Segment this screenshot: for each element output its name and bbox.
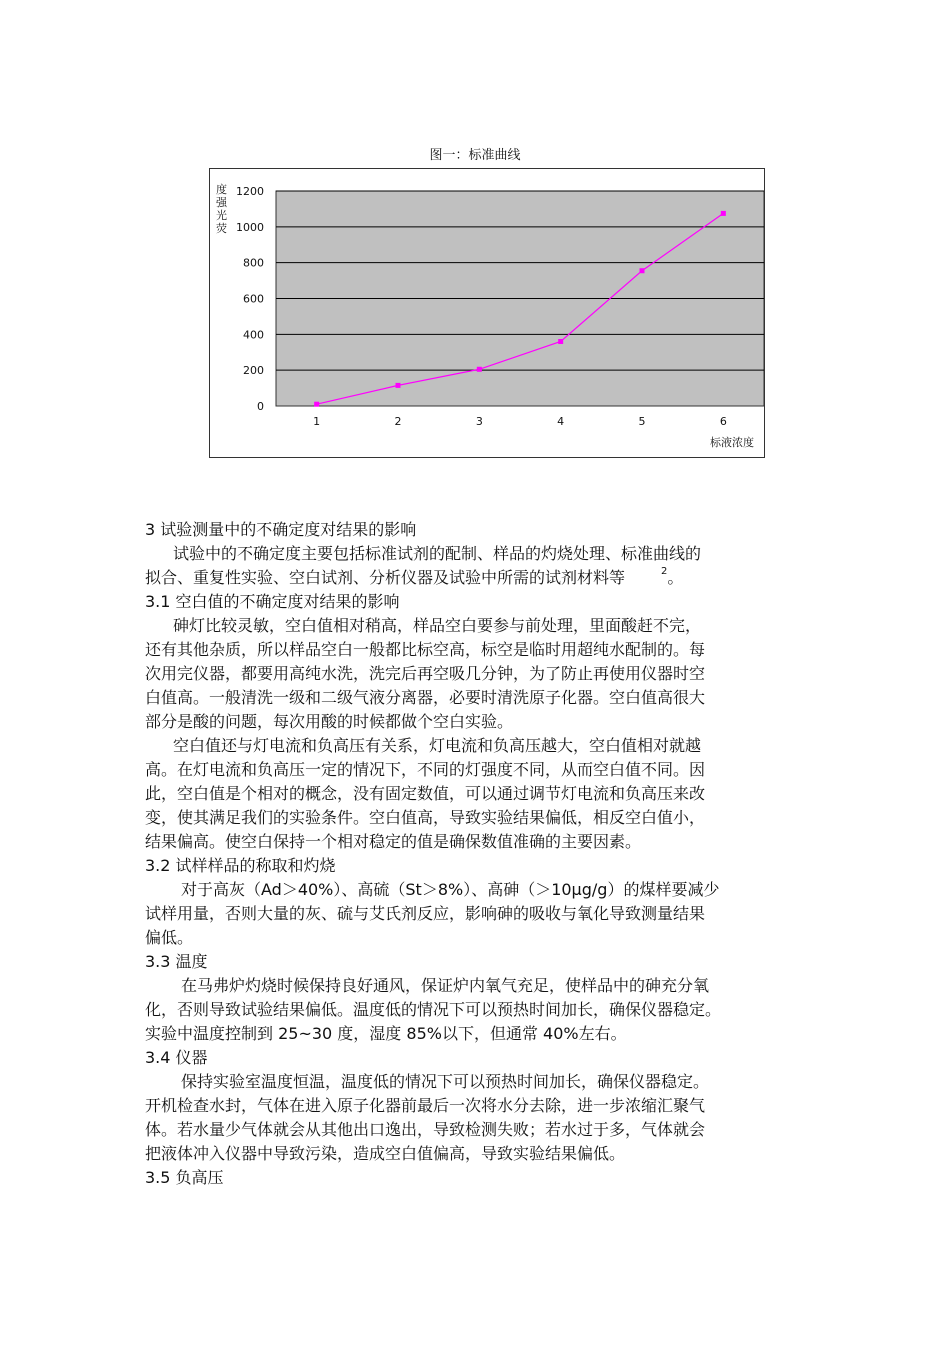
x-tick-label: 6 bbox=[719, 415, 727, 428]
y-tick-label: 1000 bbox=[236, 220, 264, 234]
y-axis-label-char: 光 bbox=[216, 209, 227, 222]
x-axis-label: 标液浓度 bbox=[710, 436, 754, 449]
reference-superscript: 2 bbox=[661, 566, 668, 577]
x-tick-label: 2 bbox=[394, 415, 402, 428]
paragraph-line bbox=[145, 566, 815, 590]
y-tick-label: 600 bbox=[243, 292, 264, 306]
section-heading: 3.5 负高压 bbox=[145, 1168, 224, 1187]
paragraph-line: 把液体冲入仪器中导致污染，造成空白值偏高，导致实验结果偏低。 bbox=[145, 1144, 626, 1163]
paragraph-line: 试验中的不确定度主要包括标准试剂的配制、样品的灼烧处理、标准曲线的 bbox=[173, 544, 702, 563]
standard-curve-chart bbox=[209, 168, 765, 458]
paragraph-line: 在马弗炉灼烧时候保持良好通风，保证炉内氧气充足，使样品中的砷充分氧 bbox=[181, 976, 710, 995]
body-text bbox=[145, 518, 815, 1190]
y-tick-label: 800 bbox=[243, 256, 264, 270]
paragraph-line: 保持实验室温度恒温，温度低的情况下可以预热时间加长，确保仪器稳定。 bbox=[181, 1072, 710, 1091]
paragraph-line: 部分是酸的问题，每次用酸的时候都做个空白实验。 bbox=[145, 712, 514, 731]
section-heading: 3.2 试样样品的称取和灼烧 bbox=[145, 856, 336, 875]
paragraph-line: 高。在灯电流和负高压一定的情况下，不同的灯强度不同，从而空白值不同。因 bbox=[145, 760, 706, 779]
x-tick-label: 3 bbox=[475, 415, 483, 428]
paragraph-line: 砷灯比较灵敏，空白值相对稍高，样品空白要参与前处理，里面酸赶不完， bbox=[173, 616, 702, 635]
paragraph-line: 化，否则导致试验结果偏低。温度低的情况下可以预热时间加长，确保仪器稳定。 bbox=[145, 1000, 722, 1019]
y-tick-label: 0 bbox=[257, 400, 264, 413]
section-heading: 3.4 仪器 bbox=[145, 1048, 208, 1067]
paragraph-line: 白值高。一般清洗一级和二级气液分离器，必要时清洗原子化器。空白值高很大 bbox=[145, 688, 706, 707]
paragraph-line: 偏低。 bbox=[145, 928, 194, 947]
paragraph-line: 还有其他杂质，所以样品空白一般都比标空高，标空是临时用超纯水配制的。每 bbox=[145, 640, 706, 659]
paragraph-line: 实验中温度控制到 25~30 度，湿度 85%以下，但通常 40%左右。 bbox=[145, 1024, 627, 1043]
section-heading: 3.1 空白值的不确定度对结果的影响 bbox=[145, 592, 400, 611]
data-point bbox=[477, 367, 482, 372]
x-tick-label: 4 bbox=[557, 415, 565, 428]
paragraph-line-end: 。 bbox=[667, 568, 684, 587]
paragraph-line: 体。若水量少气体就会从其他出口逸出，导致检测失败；若水过于多，气体就会 bbox=[145, 1120, 706, 1139]
paragraph-line: 变，使其满足我们的实验条件。空白值高，导致实验结果偏低，相反空白值小， bbox=[145, 808, 706, 827]
y-tick-label: 400 bbox=[243, 328, 264, 342]
paragraph-line: 此，空白值是个相对的概念，没有固定数值，可以通过调节灯电流和负高压来改 bbox=[145, 784, 706, 803]
paragraph-line: 试样用量，否则大量的灰、硫与艾氏剂反应，影响砷的吸收与氧化导致测量结果 bbox=[145, 904, 706, 923]
paragraph-line: 空白值还与灯电流和负高压有关系，灯电流和负高压越大，空白值相对就越 bbox=[173, 736, 702, 755]
data-point bbox=[396, 383, 401, 388]
paragraph-line: 开机检查水封，气体在进入原子化器前最后一次将水分去除，进一步浓缩汇聚气 bbox=[145, 1096, 706, 1115]
chart-plot bbox=[210, 169, 766, 459]
y-tick-label: 200 bbox=[243, 364, 264, 378]
data-point bbox=[640, 268, 645, 273]
paragraph-line: 次用完仪器，都要用高纯水洗，洗完后再空吸几分钟，为了防止再使用仪器时空 bbox=[145, 664, 706, 683]
section-heading: 3.3 温度 bbox=[145, 952, 208, 971]
data-point bbox=[558, 339, 563, 344]
y-axis-label-char: 强 bbox=[216, 196, 227, 209]
paragraph-line-text: 拟合、重复性实验、空白试剂、分析仪器及试验中所需的试剂材料等 bbox=[145, 568, 626, 587]
y-tick-label: 1200 bbox=[236, 185, 264, 198]
x-tick-label: 5 bbox=[638, 415, 646, 428]
data-point bbox=[721, 211, 726, 216]
paragraph-line: 结果偏高。使空白保持一个相对稳定的值是确保数值准确的主要因素。 bbox=[145, 832, 642, 851]
paragraph-line: 对于高灰（Ad＞40%）、高硫（St＞8%）、高砷（＞10μg/g）的煤样要减少 bbox=[181, 880, 720, 899]
figure-caption: 图一：标准曲线 bbox=[429, 148, 521, 163]
x-tick-label: 1 bbox=[313, 415, 321, 428]
y-axis-label-char: 度 bbox=[216, 183, 227, 196]
section-heading: 3 试验测量中的不确定度对结果的影响 bbox=[145, 520, 417, 539]
y-axis-label-char: 荧 bbox=[216, 222, 227, 235]
data-point bbox=[314, 402, 319, 407]
